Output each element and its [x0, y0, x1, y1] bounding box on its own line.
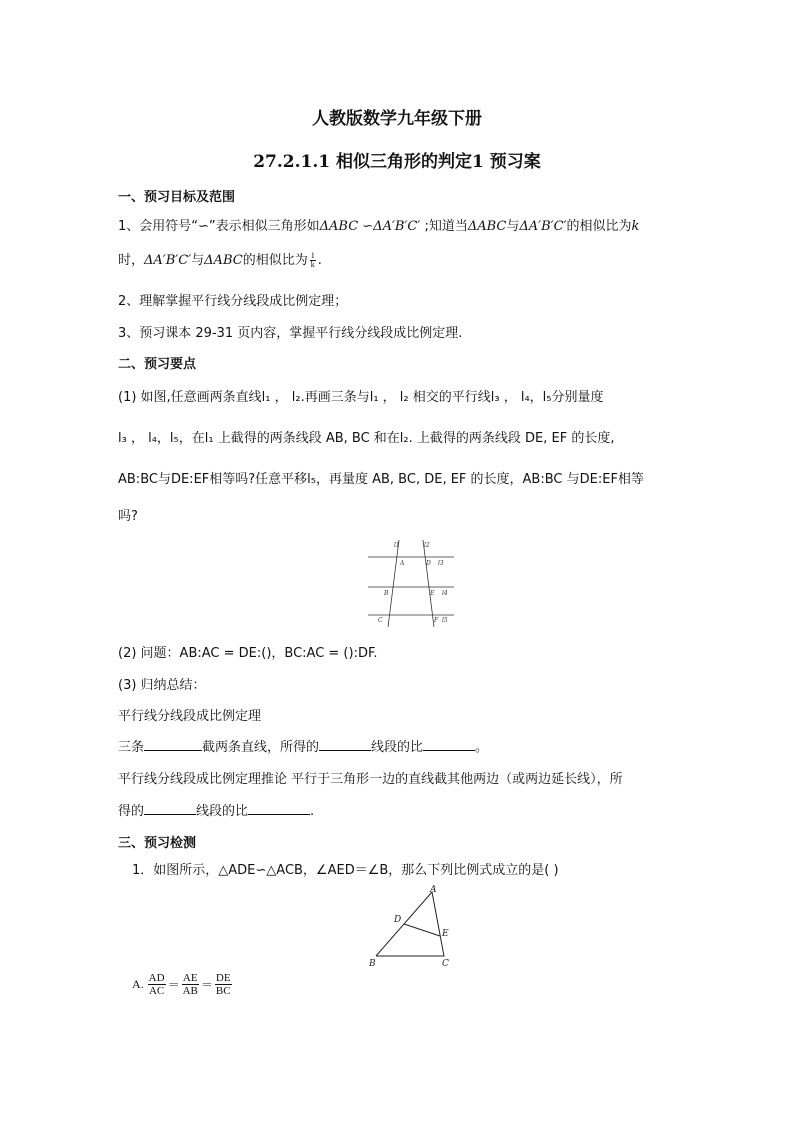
parallel-lines-figure [362, 537, 457, 629]
item1-line2-end: . [317, 253, 322, 268]
corollary-line1: 平行线分线段成比例定理推论 平行于三角形一边的直线截其他两边（或两边延长线），所 [118, 772, 623, 787]
corollary-line2 [118, 802, 314, 821]
label-C: C [442, 959, 449, 969]
section2-p3: (3) 归纳总结： [118, 678, 206, 693]
label-l3: l3 [438, 560, 444, 567]
blank-4[interactable] [144, 802, 196, 815]
theorem-title: 平行线分线段成比例定理 [118, 709, 262, 724]
option-a[interactable] [132, 972, 234, 997]
section1-item2: 2、理解掌握平行线分线段成比例定理； [118, 294, 348, 309]
item1-text-d: 的相似比为 [566, 219, 632, 234]
item1-line2-text-b: 与 [191, 253, 205, 268]
item1-fraction [310, 252, 316, 269]
equals-2: ＝ [200, 978, 213, 992]
item1-math-abc-prime: ΔA′B′C′ [519, 219, 567, 234]
page-title: 人教版数学九年级下册 [312, 109, 482, 129]
theorem-text-a: 三条 [118, 740, 145, 755]
item1-line2-text-a: 时， [118, 253, 145, 268]
corollary-text-a: 得的 [118, 804, 145, 819]
label-A: A [430, 885, 437, 895]
frac1-num: AD [148, 972, 165, 984]
section1-item1-line1 [118, 218, 639, 236]
item1-text-a: 1、会用符号“∽”表示相似三角形如 [118, 219, 320, 234]
triangle-ABC [376, 892, 444, 956]
label-l1: l1 [394, 542, 400, 549]
section1-item3: 3、预习课本 29-31 页内容，掌握平行线分线段成比例定理. [118, 326, 463, 341]
corollary-text-b: 线段的比 [196, 804, 249, 819]
item1-line2-math-2: ΔABC [204, 253, 243, 268]
option-a-fraction-3 [215, 972, 232, 997]
question-1: 1．如图所示，△ADE∽△ACB，∠AED＝∠B，那么下列比例式成立的是( ) [132, 863, 559, 878]
item1-text-c: 与 [506, 219, 520, 234]
item1-math-k: k [631, 219, 640, 234]
item1-line2-text-c: 的相似比为 [242, 253, 308, 268]
lesson-title: 27.2.1.1 相似三角形的判定1 预习案 [253, 152, 541, 172]
item1-math-similar: ΔABC ∽ΔA′B′C′ [319, 219, 421, 234]
section1-heading: 一、预习目标及范围 [118, 190, 236, 205]
frac3-den: BC [215, 985, 231, 997]
option-a-label: A. [132, 977, 144, 991]
item1-text-b: ;知道当 [420, 219, 468, 234]
section2-p2: (2) 问题：AB:AC = DE:()，BC:AC = ():DF. [118, 646, 378, 661]
option-a-fraction-1 [148, 972, 166, 997]
label-l4: l4 [442, 590, 448, 597]
theorem-text-d: 。 [475, 740, 489, 755]
frac2-den: AB [182, 985, 198, 997]
label-A: A [400, 560, 405, 567]
frac3-num: DE [215, 972, 231, 984]
label-D: D [394, 915, 402, 925]
label-C: C [378, 617, 383, 624]
section2-p1-line1: (1) 如图,任意画两条直线l₁ ， l₂.再画三条与l₁ ， l₂ 相交的平行线l₃ ， l₄，l₅分别量度 [118, 390, 604, 405]
section2-p1-line3: AB:BC与DE:EF相等吗?任意平移l₅，再量度 AB, BC, DE, EF 的长度，AB:BC 与DE:EF相等 [118, 472, 644, 487]
blank-2[interactable] [319, 738, 371, 751]
label-D: D [426, 560, 431, 567]
line-l2 [423, 540, 434, 627]
fraction-denominator: k [310, 260, 315, 269]
segment-DE [404, 924, 440, 936]
section2-p1-line4: 吗? [118, 509, 138, 524]
label-l5: l5 [442, 617, 448, 624]
label-l2: l2 [424, 542, 430, 549]
corollary-text-c: . [310, 804, 315, 819]
item1-math-abc: ΔABC [467, 219, 507, 234]
frac2-num: AE [182, 972, 198, 984]
label-F: F [434, 617, 439, 624]
blank-3[interactable] [423, 738, 475, 751]
line-l1 [388, 540, 399, 627]
theorem-statement [118, 738, 488, 757]
section2-heading: 二、预习要点 [118, 357, 197, 372]
label-E: E [430, 590, 435, 597]
triangle-figure [366, 884, 456, 970]
label-B: B [369, 959, 376, 969]
equals-1: ＝ [167, 978, 180, 992]
blank-1[interactable] [144, 738, 202, 751]
label-E: E [442, 929, 449, 939]
section1-item1-line2 [118, 252, 322, 270]
option-a-fraction-2 [182, 972, 199, 997]
section3-heading: 三、预习检测 [118, 836, 197, 851]
section2-p1-line2: l₃ ， l₄，l₅，在l₁ 上截得的两条线段 AB, BC 和在l₂. 上截得的两条线段 DE, EF 的长度, [118, 431, 615, 446]
label-B: B [384, 590, 389, 597]
item1-line2-math-1: ΔA′B′C′ [144, 253, 192, 268]
frac1-den: AC [148, 985, 165, 997]
fraction-numerator: 1 [310, 251, 315, 260]
blank-5[interactable] [248, 802, 310, 815]
theorem-text-b: 截两条直线，所得的 [202, 740, 320, 755]
theorem-text-c: 线段的比 [371, 740, 424, 755]
